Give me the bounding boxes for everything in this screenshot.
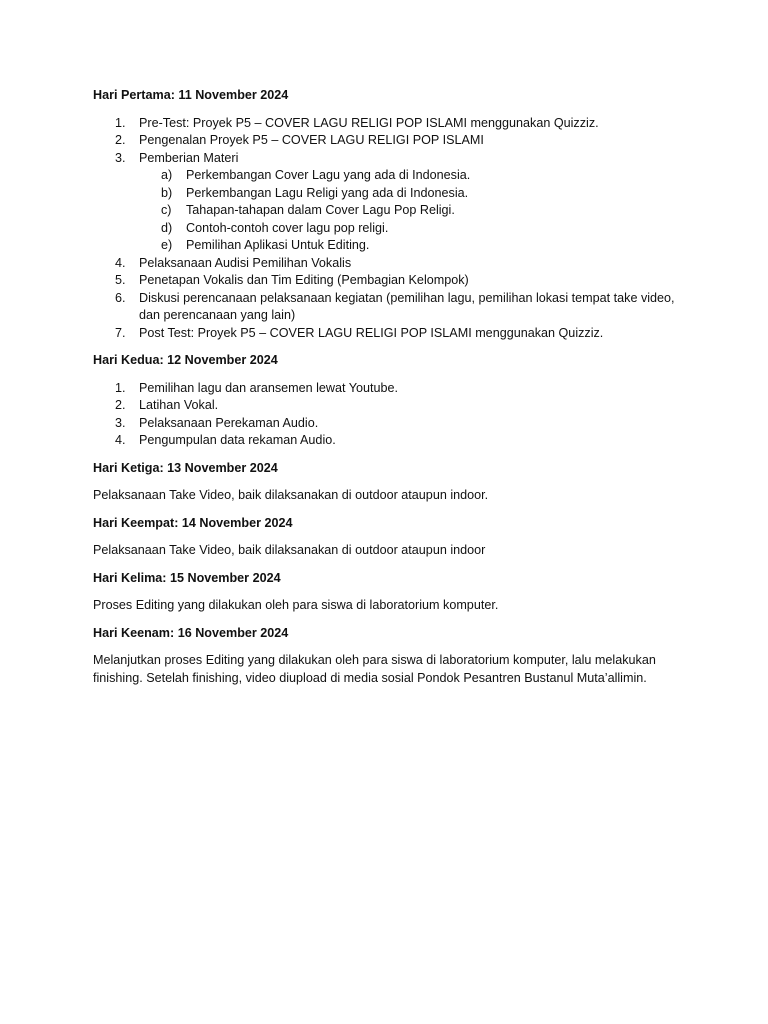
item-number: 1. [115,115,126,130]
item-text: Pemberian Materi [139,150,239,165]
list-item [93,272,683,290]
day3-paragraph: Pelaksanaan Take Video, baik dilaksanakan di outdoor ataupun indoor. [93,488,489,502]
subitem-letter: a) [161,168,173,182]
item-number: 1. [115,380,126,395]
sublist-item [139,185,683,203]
item-text: Penetapan Vokalis dan Tim Editing (Pembagian Kelompok) [139,273,469,287]
subitem-text: Pemilihan Aplikasi Untuk Editing. [186,238,370,252]
subitem-letter: b) [161,185,173,200]
item-text: Pengenalan Proyek P5 – COVER LAGU RELIGI POP ISLAMI [139,133,484,147]
item-text: Pre-Test: Proyek P5 – COVER LAGU RELIGI POP ISLAMI menggunakan Quizziz. [139,115,599,130]
list-item [93,415,683,433]
item-number: 6. [115,290,126,305]
item-number: 4. [115,433,126,447]
item-text: Latihan Vokal. [139,398,219,412]
day1-list [93,115,683,343]
subitem-text: Perkembangan Lagu Religi yang ada di Indonesia. [186,185,469,200]
item-text: Pelaksanaan Audisi Pemilihan Vokalis [139,255,352,270]
list-item [93,380,683,398]
list-item [93,255,683,273]
subitem-text: Perkembangan Cover Lagu yang ada di Indonesia. [186,168,471,182]
subitem-letter: c) [161,203,172,217]
subitem-text: Tahapan-tahapan dalam Cover Lagu Pop Religi. [186,203,455,217]
materi-sublist [139,167,683,255]
item-number: 2. [115,133,126,147]
list-item [93,115,683,133]
day4-heading: Hari Keempat: 14 November 2024 [93,515,293,530]
day3-heading: Hari Ketiga: 13 November 2024 [93,460,278,475]
item-text: Diskusi perencanaan pelaksanaan kegiatan (pemilihan lagu, pemilihan lokasi tempat take video, dan perencanaan yang lain) [139,290,675,322]
item-number: 5. [115,273,126,287]
document-body [93,87,683,687]
item-number: 4. [115,255,126,270]
subitem-letter: e) [161,238,173,252]
item-number: 3. [115,150,126,165]
item-number: 2. [115,398,126,412]
sublist-item [139,220,683,238]
day2-list [93,380,683,450]
list-item [93,150,683,255]
item-number: 3. [115,415,126,430]
sublist-item [139,237,683,255]
list-item [93,132,683,150]
subitem-text: Contoh-contoh cover lagu pop religi. [186,220,389,235]
day5-paragraph: Proses Editing yang dilakukan oleh para siswa di laboratorium komputer. [93,598,499,612]
list-item [93,432,683,450]
item-text: Pelaksanaan Perekaman Audio. [139,415,319,430]
list-item [93,290,683,325]
list-item [93,325,683,343]
subitem-letter: d) [161,220,173,235]
list-item [93,397,683,415]
item-text: Post Test: Proyek P5 – COVER LAGU RELIGI POP ISLAMI menggunakan Quizziz. [139,325,604,340]
day5-heading: Hari Kelima: 15 November 2024 [93,570,281,585]
day1-heading: Hari Pertama: 11 November 2024 [93,88,289,102]
sublist-item [139,202,683,220]
day6-paragraph: Melanjutkan proses Editing yang dilakukan oleh para siswa di laboratorium komputer, lalu melakukan finishing. Setelah finishing, video diupload di media sosial Pondok Pesantren Bustanul Muta’allimin. [93,653,656,685]
item-text: Pemilihan lagu dan aransemen lewat Youtube. [139,380,399,395]
item-text: Pengumpulan data rekaman Audio. [139,433,336,447]
sublist-item [139,167,683,185]
day2-heading: Hari Kedua: 12 November 2024 [93,353,278,367]
day6-heading: Hari Keenam: 16 November 2024 [93,625,289,640]
item-number: 7. [115,325,126,340]
day4-paragraph: Pelaksanaan Take Video, baik dilaksanakan di outdoor ataupun indoor [93,543,486,557]
